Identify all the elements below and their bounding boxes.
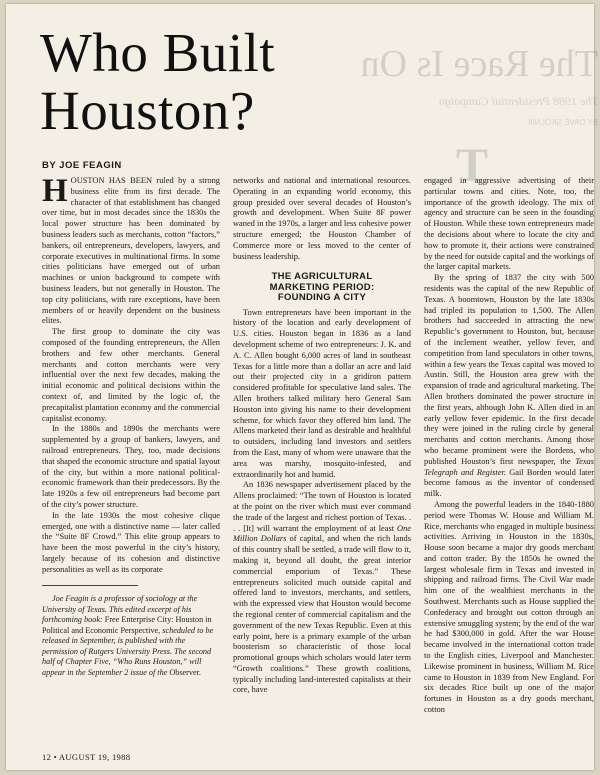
article-title-line2: Houston? [40, 80, 255, 141]
bleed-through-headline: The Race Is On [360, 43, 598, 85]
paragraph: In the late 1930s the most cohesive clique emerged, one with a distinctive name — later called the “Suite 8F Crowd.” This elite group appears to have been the most powerful in the city’s history, largely because of its cohesion and distinctive personalities as well as its corporate [42, 510, 220, 574]
paragraph-text: of capital, and when the rich lands of this country shall be settled, a trade will flow to it, making it, beyond all doubt, the great interior commercial emporium of Texas.” These entrepreneurs solicited much outside capital and offered land to investors, merchants, and settlers, with the expressed view that Houston would become the regional center of commercial capitalism and the government of the new Texas Republic. Even at this early point, here is a primary example of the urban boosterism so characteristic of those local promotional groups which scholars would later term “Growth coalitions.” These growth coalitions, typically including land-interested capitalists at their core, have [233, 534, 411, 695]
paragraph-text: Gail Borden would later become famous as the inventor of condensed milk. [424, 467, 595, 499]
article-title [40, 24, 275, 140]
emphasis-text: One Million Dollars [233, 523, 411, 544]
paragraph: In the 1880s and 1890s the merchants were supplemented by a group of bankers, lawyers, and railroad entrepreneurs. They, too, made decisions that shaped the economic structure and spatial layout of the city, but within a more national political-economic framework than their predecessors. By the late 1920s a few oil entrepreneurs had become part of the city’s power structure. [42, 424, 220, 509]
publication-name: Observer. [169, 667, 201, 677]
column-3 [424, 176, 594, 716]
paragraph [233, 480, 411, 696]
paragraph: networks and national and international resources. Operating in an expanding world economy, this group presided over several decades of Houston’s growth and development. When Suite 8F power waned in the 1970s, a larger and less cohesive power structure emerged; the Houston Chamber of Commerce more or less moved to the center of business leadership. [233, 176, 411, 261]
subhead-line: MARKETING PERIOD: [269, 281, 375, 293]
subhead-line: FOUNDING A CITY [277, 292, 367, 304]
author-bio-text: Joe Feagin is a professor of sociology at the University of Texas. This edited excerpt of his forthcoming book: [42, 594, 198, 625]
magazine-page [6, 4, 598, 770]
bleed-through-byline: BY DAVE SKOLNIK [527, 118, 598, 127]
bleed-through-subhead: The 1988 Presidential Campaign [438, 94, 598, 108]
paragraph-text: By the spring of 1837 the city with 500 residents was the capital of the new Republic of Texas. A boomtown, Houston by the late 1830s had tripled its population to 1,500. The Allen brothers had succeeded in attracting the new Republic’s government to Houston, but, because of the inclement weather, yellow fever, and competition from land speculators in other towns, within a few years the Texas capital was moved to Austin. Still, the Houston area grew with the expansion of trade and agricultural marketing. The Allen brothers dominated the power structure in the first years, although John K. Allen died in an early yellow fever epidemic. In the first decade they were joined in the ruling circle by general merchants and cotton merchants. Among those who became prominent were the Bordens, who published Houston’s first newspaper, the [424, 273, 594, 466]
paragraph: Town entrepreneurs have been important in the history of the location and early development of U.S. cities. Houston began in 1836 as a land development scheme of two entrepreneurs: J. K. and A. C. Allen bought 6,000 acres of land in southeast Texas for a little more than a dollar an acre and laid out their projected city in a gridiron pattern considered profitable for speculative land sales. The Allen brothers talked military hero General Sam Houston into giving his name to their development scheme, for which favor they offered him land. The Allens marketed their land as desirable and healthful to outsiders, including land investors and settlers from the East, many of whom were unaware that the area was marshy, mosquito-infested, and extraordinarily hot and humid. [233, 307, 411, 479]
page-footer: 12 • AUGUST 19, 1988 [42, 752, 131, 762]
newspaper-title: Texas Telegraph and Register. [424, 456, 594, 477]
paragraph-text: OUSTON HAS BEEN ruled by a strong business elite from its first decade. The character of that establishment has changed over time, but in most decades since the 1830s the local power structure has been dominated by business leaders such as merchants, cotton “factors,” bankers, oil entrepreneurs, developers, lawyers, and corporate executives in multinational firms. In some cities politicians have emerged out of urban machines or union background to compete with business leaders, but not generally in Houston. The top city politicians, with rare exceptions, have been members of or heavily dependent on the business elites. [42, 176, 220, 326]
byline: BY JOE FEAGIN [42, 160, 122, 171]
divider [42, 585, 138, 586]
column-1 [42, 173, 220, 678]
paragraph: Among the powerful leaders in the 1840-1880 period were Thomas W. House and William M. Rice, merchants who engaged in multiple business activities. Arriving in Houston in the 1830s, House soon became a major dry goods merchant and cotton trader. By the 1850s he owned the largest wholesale firm in Texas and invested in shipping and railroad firms. The Civil War made him one of the wealthiest merchants in the Southwest. Merchants such as House supplied the Confederacy and brought out cotton through an extensive smuggling system; by the end of the war he had $300,000 in gold. After the war House became involved in the international cotton trade to the English cities, Liverpool and Manchester. Likewise prominent in business, William M. Rice came to Houston in 1839 from New England. For six decades Rice built up one of the major fortunes in Houston as a dry goods merchant, cotton [424, 499, 594, 715]
paragraph: The first group to dominate the city was composed of the founding entrepreneurs, the Allen brothers and few other merchants. General merchants and cotton merchants were very influential over the next few decades, making the initial economic and political decisions within the context of, and limited by the logic of, the precapitalist plantation economy and the commercial capitalist economy. [42, 327, 220, 423]
book-title: Free Enterprise City: Houston in Political and Economic Perspective, [42, 615, 212, 635]
bleed-through-text [360, 34, 598, 192]
author-bio-text: scheduled to be released in September, is published with the permission of Rutgers University Press. The second half of Chapter Five, “Who Runs Houston,” will appear in the September 2 issue of the [42, 625, 214, 677]
author-bio [42, 594, 220, 678]
paragraph-text: An 1836 newspaper advertisement placed by the Allens proclaimed: “The town of Houston is located at the point on the river which must ever command the trade of the largest and richest portion of Texas. . . . [It] will warrant the employment of at least [233, 480, 411, 533]
bleed-through-drop-cap: T [456, 139, 489, 192]
column-2 [233, 176, 411, 696]
subhead-line: THE AGRICULTURAL [271, 271, 373, 283]
paragraph [424, 273, 594, 500]
drop-cap: H [42, 173, 68, 209]
paragraph: engaged in aggressive advertising of their particular towns and cities. Note, too, the importance of the growth ideology. The mix of agency and structure can be seen in the founding of Houston. While these town entrepreneurs made the decisions about where to locate the city and how to promote it, their actions were constrained by the need for outside capital and the workings of the larger capital markets. [424, 176, 595, 272]
article-title-line1: Who Built [40, 22, 276, 83]
paragraph [42, 173, 220, 327]
section-subhead [233, 272, 411, 303]
